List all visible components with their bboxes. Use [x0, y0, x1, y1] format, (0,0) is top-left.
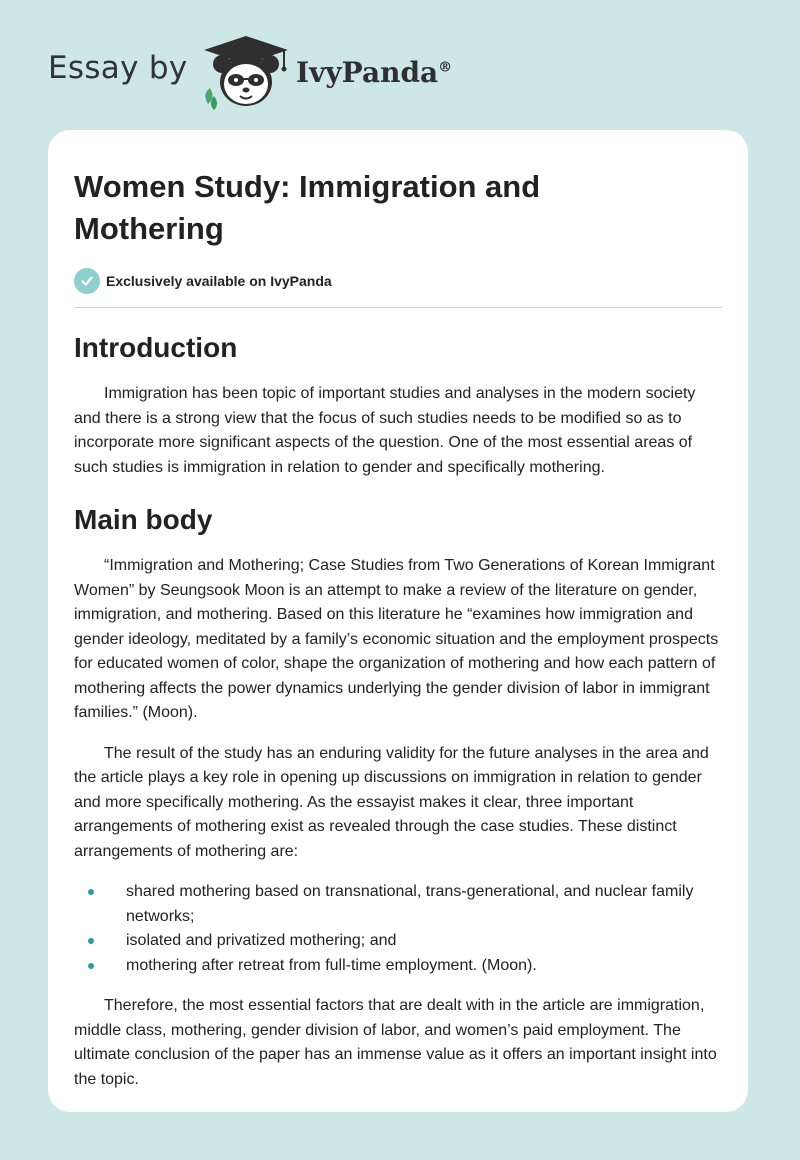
- page-title: Women Study: Immigration and Mothering: [74, 169, 541, 246]
- brand-prefix: Essay by: [48, 50, 188, 86]
- panda-graduate-icon[interactable]: [200, 34, 292, 110]
- section-heading-introduction: Introduction: [74, 332, 238, 363]
- site-header: [0, 0, 800, 130]
- list-item: mothering after retreat from full-time employment. (Moon).: [74, 954, 722, 979]
- check-icon: [74, 268, 100, 294]
- intro-paragraph: Immigration has been topic of important studies and analyses in the modern society and there is a strong view that the focus of such studies needs to be modified so as to incorporate more significant aspects of the question. One of the most essential areas of such studies is immigration in relation to gender and specifically mothering.: [74, 385, 696, 476]
- mothering-arrangements-list: [74, 880, 722, 978]
- exclusive-badge: [74, 268, 722, 294]
- main-paragraph-2: The result of the study has an enduring validity for the future analyses in the area and the article plays a key role in opening up discussions on immigration in relation to gender and more specifically mothering. As the essayist makes it clear, three important arrangements of mothering exist as revealed through the case studies. These distinct arrangements of mothering are:: [74, 744, 709, 860]
- list-item: isolated and privatized mothering; and: [74, 929, 722, 954]
- main-paragraph-1: “Immigration and Mothering; Case Studies from Two Generations of Korean Immigrant Women” by Seungsook Moon is an attempt to make a review of the literature on gender, immigration, and mothering. Based on this literature he “examines how immigration and gender ideology, meditated by a family’s economic situation and the employment prospects for educated women of color, shape the organization of mothering and how each pattern of mothering affects the power dynamics underlying the gender division of labor in immigrant families.” (Moon).: [74, 557, 719, 721]
- badge-text: Exclusively available on IvyPanda: [106, 273, 332, 289]
- list-item: shared mothering based on transnational, trans-generational, and nuclear family networks;: [74, 880, 722, 929]
- brand-name[interactable]: IvyPanda®: [296, 56, 453, 89]
- closing-paragraph: Therefore, the most essential factors that are dealt with in the article are immigration, middle class, mothering, gender division of labor, and women’s paid employment. The ultimate conclusion of the paper has an immense value as it offers an important insight into the topic.: [74, 997, 717, 1088]
- section-heading-main-body: Main body: [74, 504, 213, 535]
- divider: [74, 307, 722, 308]
- bullet-icon: [88, 889, 94, 895]
- essay-card: [48, 130, 748, 1112]
- bullet-icon: [88, 938, 94, 944]
- bullet-icon: [88, 963, 94, 969]
